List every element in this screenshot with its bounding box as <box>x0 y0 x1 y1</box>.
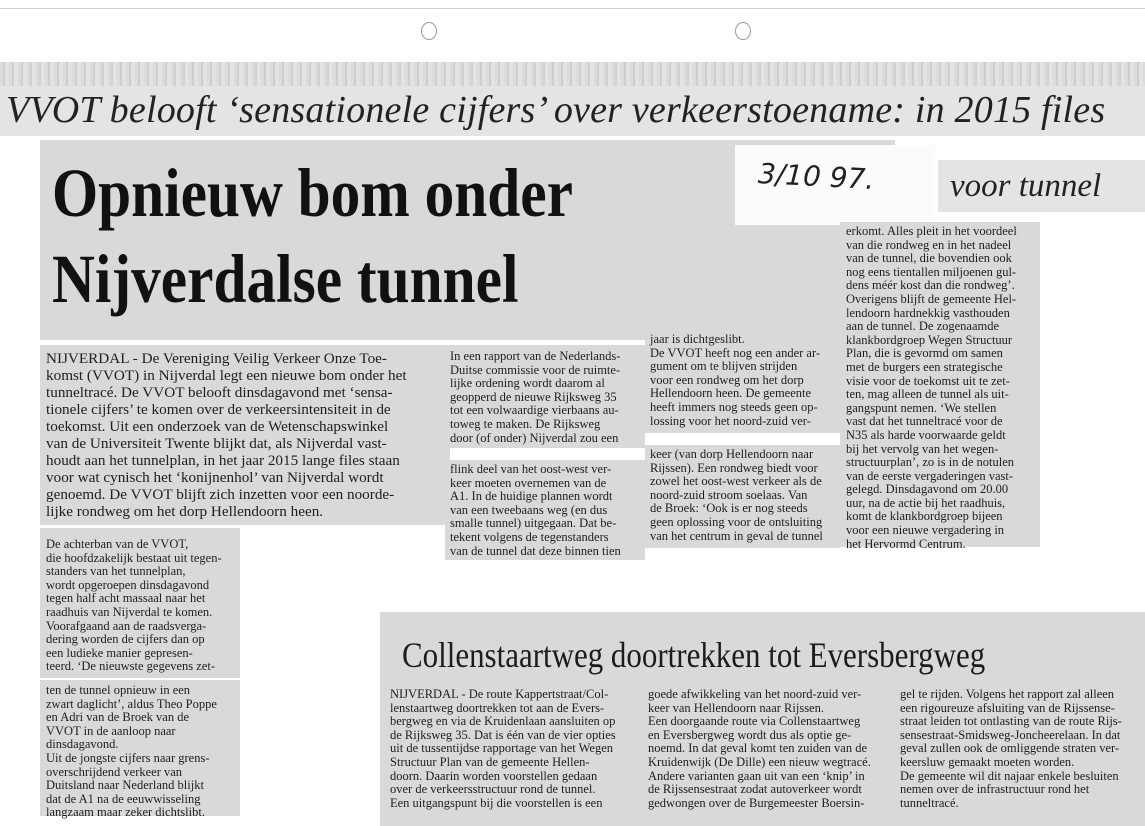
article1-col-b: ten de tunnel opnieuw in een zwart daglicht’, aldus Theo Poppe en Adri van de Broek van de VVOT in de aanloop naar dinsdagavond. Uit de jongste cijfers naar grens- overschrijdend verkeer van Duitsland naar Nederland blijkt dat de A1 na de eeuwwisseling langzaam maar zeker dichtslibt. <box>46 683 217 820</box>
article1-col-f: keer (van dorp Hellendoorn naar Rijssen). Een rondweg biedt voor zowel het oost-west verkeer als de noord-zuid stroom soelaas. Van de Broek: ‘Ook is er nog steeds geen oplossing voor de ontsluiting van het centrum in geval de tunnel <box>650 447 823 543</box>
scan-top-edge <box>0 8 1145 9</box>
article1-col-c: In een rapport van de Nederlands- Duitse commissie voor de ruimte- lijke ordening wordt daarom al geopperd de nieuwe Rijksweg 35 tot een volwaardige vierbaans au- toweg te maken. De Rijksweg door (of onder) Nijverdal zou een <box>450 349 621 445</box>
supertitle: VVOT belooft ‘sensationele cijfers’ over verkeerstoename: in 2015 files <box>6 89 1106 131</box>
headline-line-1: Opnieuw bom onder <box>52 155 573 231</box>
article1-col-g: erkomt. Alles pleit in het voordeel van die rondweg en in het nadeel van de tunnel, die bovendien ook nog eens tientallen miljoenen gul- dens méér kost dan die rondweg’. Overigens blijft de gemeente Hel- lendoorn hardnekkig vasthouden aan de tunnel. De zogenaamde klankbordgroep Wegen Structuur Plan, die is gevormd om samen met de burgers een strategische visie voor de toekomst uit te zet- ten, mag alleen de tunnel als uit- gangspunt nemen. ‘We stellen vast dat het tunneltracé voor de N35 als harde voorwaarde geldt bij het vervolg van het wegen- structuurplan’, zo is in de notulen van de eerste vergaderingen vast- gelegd. Dinsdagavond om 20.00 uur, na de actie bij het raadhuis, komt de klankbordgroep bijeen voor een nieuwe vergadering in het Hervormd Centrum. <box>846 224 1017 551</box>
article2-col-1: NIJVERDAL - De route Kappertstraat/Col- lenstaartweg doortrekken tot aan de Evers- bergweg en via de Kruidenlaan aansluiten op de Rijksweg 35. Dat is één van de vier opties uit de tussentijdse rapportage van het Wegen Structuur Plan van de gemeente Hellen- doorn. Daarin worden voorstellen gedaan over de verkeersstructuur rond de tunnel. Een uitgangspunt bij die voorstellen is een <box>390 687 616 810</box>
headline-suffix: voor tunnel <box>950 168 1102 204</box>
article2-col-2: goede afwikkeling van het noord-zuid ver- keer van Hellendoorn naar Rijssen. Een doorgaande route via Collenstaartweg en Eversbergweg wordt dus als optie ge- noemd. In dat geval komt ten zuiden van de Kruidenwijk (De Dille) een nieuw wegtracé. Andere varianten gaan uit van een ‘knip’ in de Rijssensestraat zodat autoverkeer wordt gedwongen over de Burgemeester Boersin- <box>648 687 871 810</box>
article2-col-3: gel te rijden. Volgens het rapport zal alleen een rigoureuze afsluiting van de Rijssense- straat leiden tot ontlasting van de route Rijs- sensestraat-Smidsweg-Joncheerelaan. In dat geval zullen ook de omliggende straten ver- keersluw gemaakt moeten worden. De gemeente wil dit najaar enkele besluiten nemen over de infrastructuur rond het tunneltracé. <box>900 687 1122 810</box>
punch-hole-left <box>421 22 437 40</box>
handwritten-date: 3/10 97. <box>757 156 876 197</box>
article1-col-e: jaar is dichtgeslibt. De VVOT heeft nog een ander ar- gument om te blijven strijden voor een rondweg om het dorp Hellendoorn heen. De gemeente heeft immers nog steeds geen op- lossing voor het noord-zuid ver- <box>650 332 821 428</box>
headline-line-2: Nijverdalse tunnel <box>52 241 519 317</box>
punch-hole-right <box>735 22 751 40</box>
article1-lead: NIJVERDAL - De Vereniging Veilig Verkeer Onze Toe- komst (VVOT) in Nijverdal legt een nieuwe bom onder het tunneltracé. De VVOT belooft dinsdagavond met ‘sensa- tionele cijfers’ te komen over de verkeersintensiteit in de toekomst. Uit een onderzoek van de Wetenschapswinkel van de Universiteit Twente blijkt dat, als Nijverdal vast- houdt aan het tunnelplan, in het jaar 2015 lange files staan voor wat cynisch het ‘konijnenhol’ van Nijverdal wordt genoemd. De VVOT blijft zich inzetten voor een noorde- lijke rondweg om het dorp Hellendoorn heen. <box>46 350 407 520</box>
article1-col-d: flink deel van het oost-west ver- keer moeten overnemen van de A1. In de huidige plannen wordt van een tweebaans weg (en dus smalle tunnel) uitgegaan. Dat be- tekent volgens de tegenstanders van de tunnel dat deze binnen tien <box>450 462 621 558</box>
article1-col-a: De achterban van de VVOT, die hoofdzakelijk bestaat uit tegen- standers van het tunnelplan, wordt opgeroepen dinsdagavond tegen half acht massaal naar het raadhuis van Nijverdal te komen. Voorafgaand aan de raadsverga- dering worden de cijfers dan op een ludieke manier gepresen- teerd. ‘De nieuwste gegevens zet- <box>46 537 222 674</box>
headline <box>52 150 573 322</box>
article2-title: Collenstaartweg doortrekken tot Eversbergweg <box>402 635 986 675</box>
